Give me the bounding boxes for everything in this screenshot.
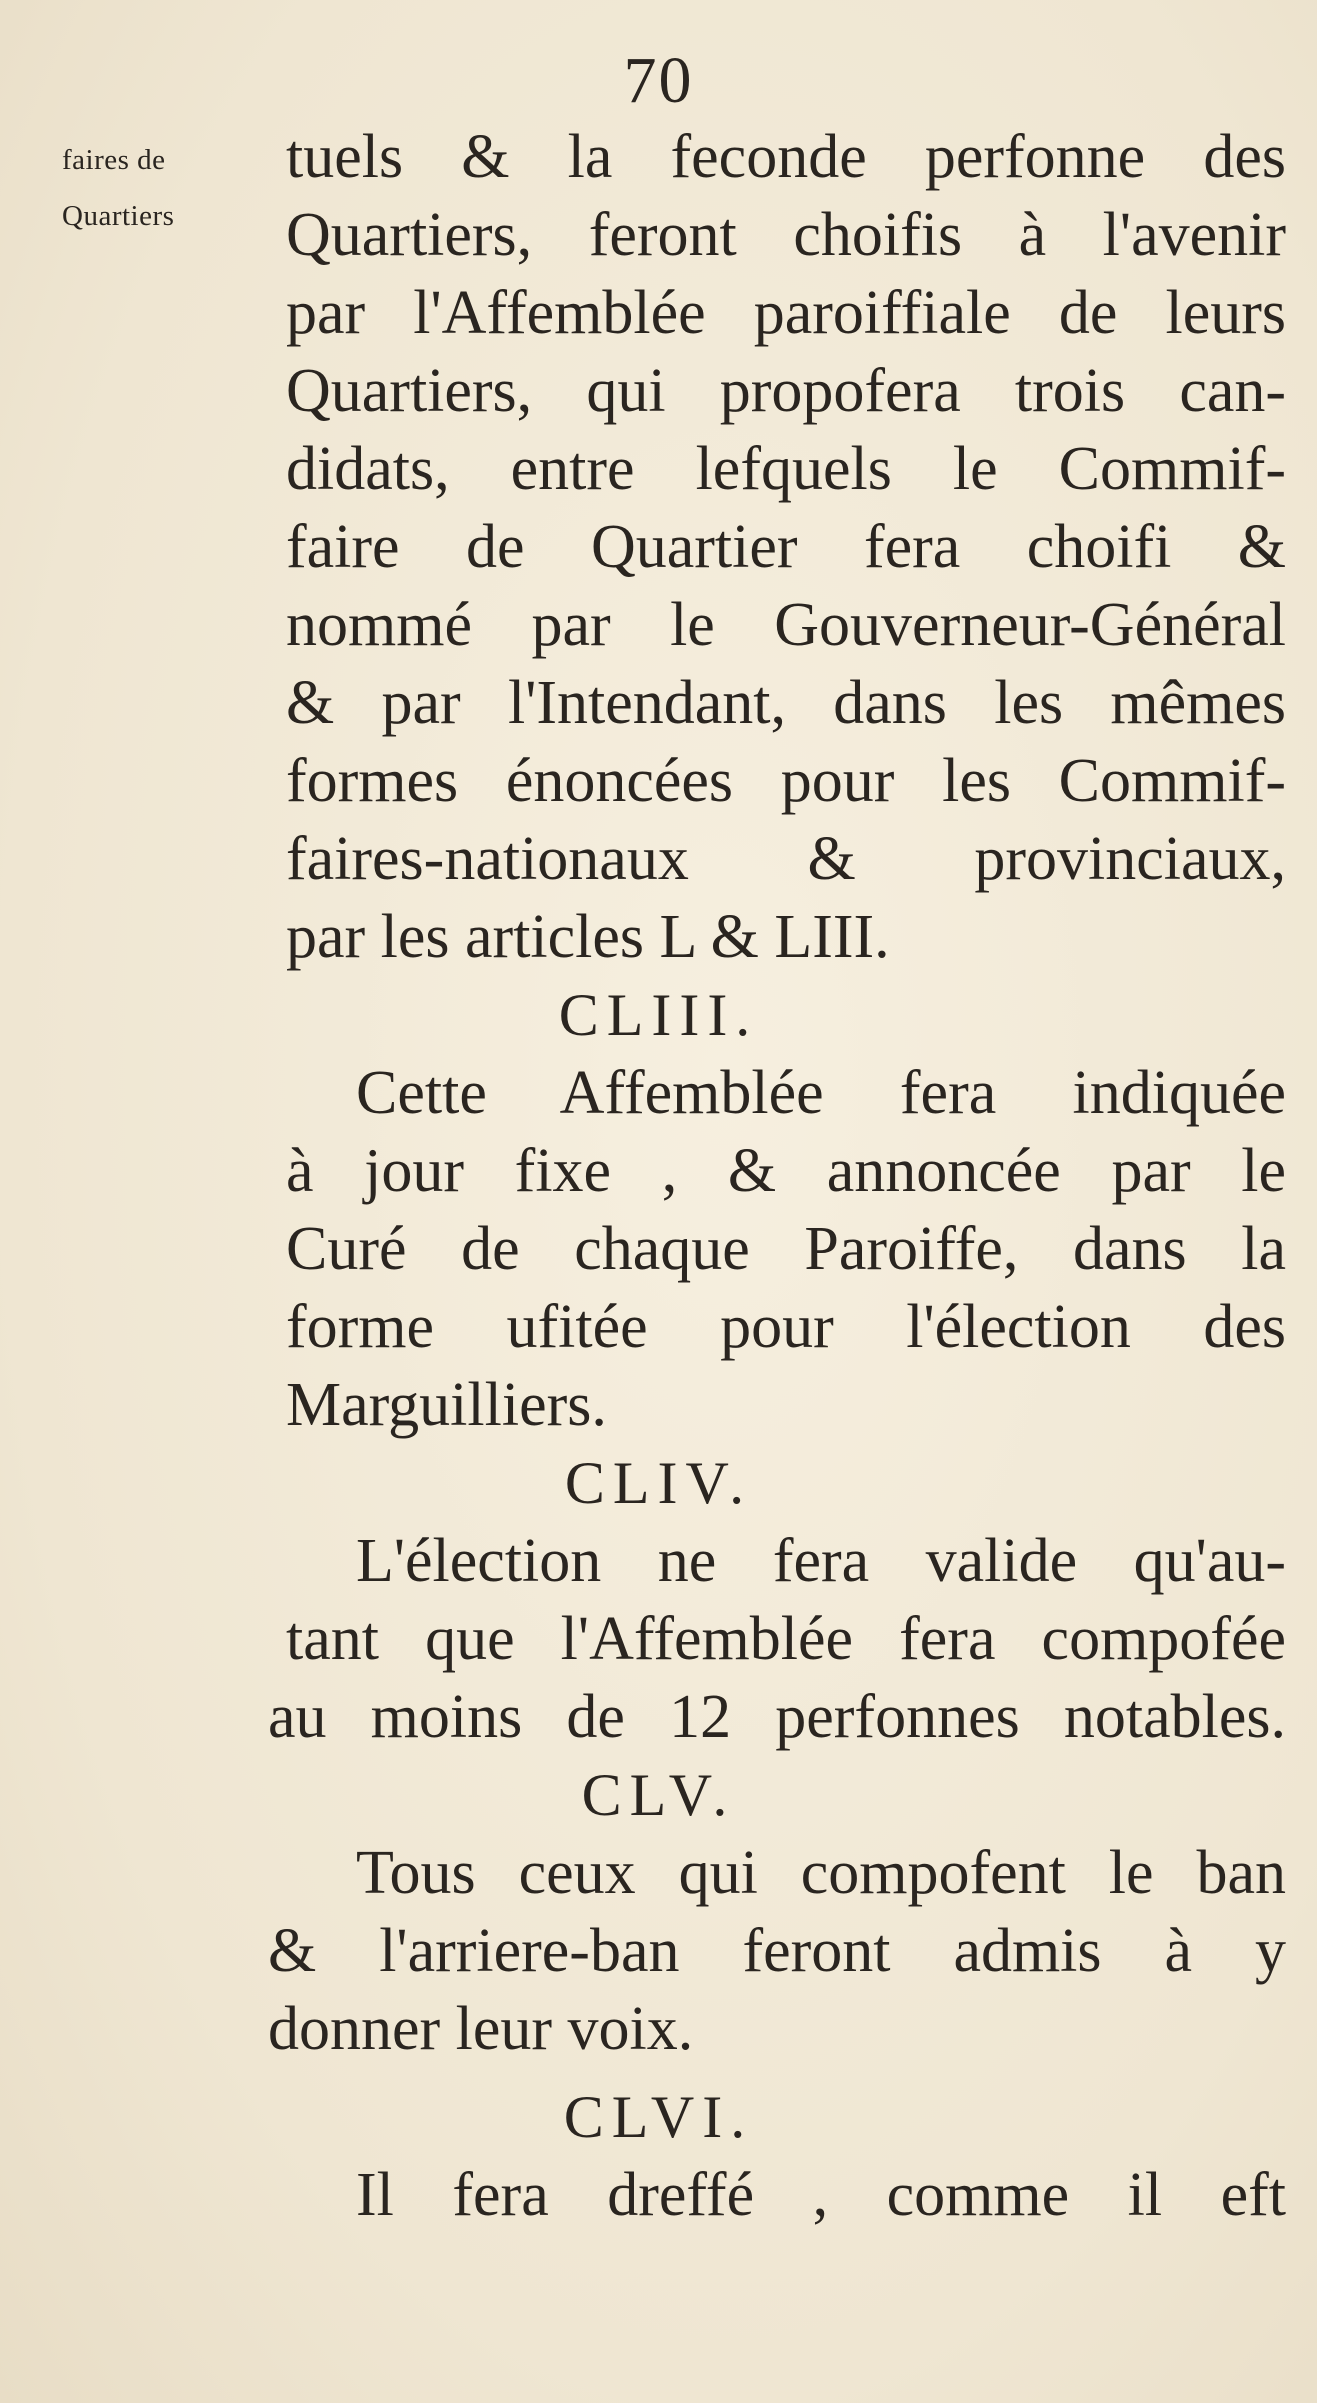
article-heading: CLV.: [581, 1762, 736, 1828]
text-line: formes énoncées pour les Commif-: [286, 747, 1286, 815]
text-line: Il fera dreffé , comme il eft: [356, 2161, 1286, 2229]
text-line: au moins de 12 perfonnes notables.: [268, 1683, 1286, 1751]
text-line: Quartiers, feront choifis à l'avenir: [286, 201, 1286, 269]
text-line: Curé de chaque Paroiffe, dans la: [286, 1215, 1286, 1283]
text-line: Tous ceux qui compofent le ban: [356, 1839, 1286, 1907]
text-line: donner leur voix.: [268, 1995, 694, 2063]
text-line: par l'Affemblée paroiffiale de leurs: [286, 279, 1286, 347]
text-line: & par l'Intendant, dans les mêmes: [286, 669, 1286, 737]
text-line: faire de Quartier fera choifi &: [286, 513, 1286, 581]
text-line: par les articles L & LIII.: [286, 903, 890, 971]
text-line: L'élection ne fera valide qu'au-: [356, 1527, 1286, 1595]
article-heading: CLIII.: [558, 982, 759, 1048]
margin-note: [62, 132, 272, 244]
text-line: tant que l'Affemblée fera compofée: [286, 1605, 1286, 1673]
text-line: & l'arriere-ban feront admis à y: [268, 1917, 1286, 1985]
margin-note-line: Quartiers: [62, 200, 175, 232]
text-line: tuels & la feconde perfonne des: [286, 123, 1286, 191]
text-line: nommé par le Gouverneur-Général: [286, 591, 1286, 659]
text-line: Cette Affemblée fera indiquée: [356, 1059, 1286, 1127]
text-line: didats, entre lefquels le Commif-: [286, 435, 1286, 503]
text-line: forme ufitée pour l'élection des: [286, 1293, 1286, 1361]
text-line: à jour fixe , & annoncée par le: [286, 1137, 1286, 1205]
text-line: faires-nationaux & provinciaux,: [286, 825, 1286, 893]
text-line: Quartiers, qui propofera trois can-: [286, 357, 1286, 425]
article-heading: CLVI.: [563, 2084, 754, 2150]
margin-note-line: faires de: [62, 144, 166, 176]
text-line: Marguilliers.: [286, 1371, 607, 1439]
article-heading: CLIV.: [564, 1450, 753, 1516]
page-number: 70: [623, 44, 694, 117]
